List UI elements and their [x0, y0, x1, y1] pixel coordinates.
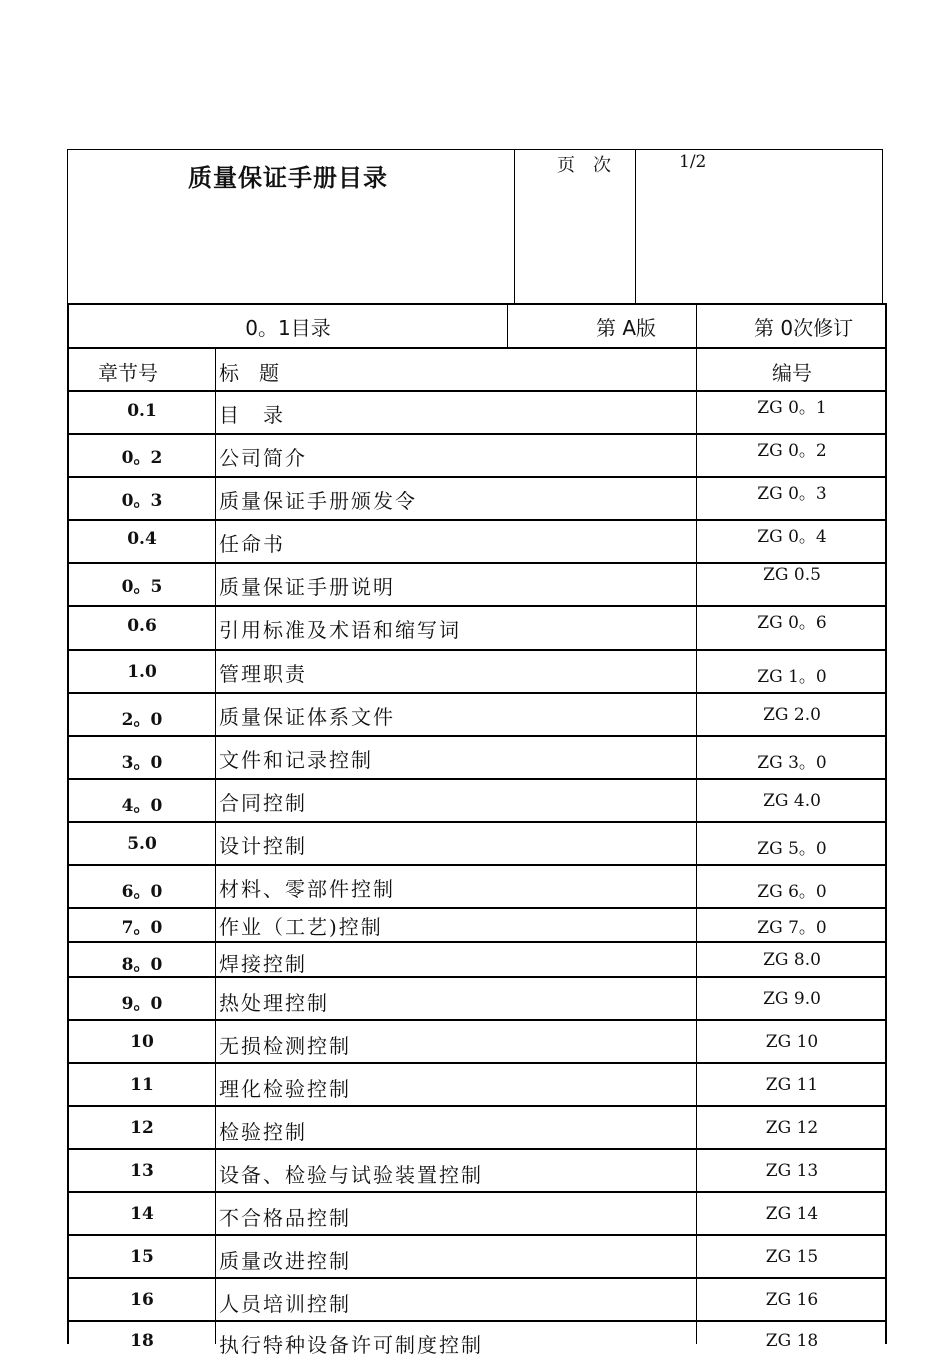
chapter-title: 执行特种设备许可制度控制 — [219, 1333, 483, 1357]
chapter-number: 0。2 — [121, 448, 163, 468]
chapter-number: 15 — [130, 1247, 154, 1267]
chapter-number: 13 — [130, 1161, 154, 1181]
row-border — [67, 778, 887, 780]
chapter-title: 质量保证手册颁发令 — [219, 489, 417, 513]
chapter-title: 管理职责 — [219, 662, 307, 686]
column-header-title: 标 题 — [219, 361, 279, 385]
document-code: ZG 5。0 — [757, 839, 827, 859]
document-code: ZG 4.0 — [763, 791, 821, 811]
header-top-border — [67, 149, 883, 150]
row-border — [67, 433, 887, 435]
row-border — [67, 1320, 887, 1322]
row-border — [67, 519, 887, 521]
chapter-number: 18 — [130, 1331, 154, 1351]
chapter-number: 5.0 — [127, 834, 157, 854]
document-code: ZG 6。0 — [757, 882, 827, 902]
chapter-number: 11 — [130, 1075, 154, 1095]
chapter-number: 9。0 — [121, 994, 163, 1014]
chapter-number: 6。0 — [121, 882, 163, 902]
chapter-title: 设备、检验与试验装置控制 — [219, 1163, 483, 1187]
row-border — [67, 1191, 887, 1193]
chapter-number: 2。0 — [121, 710, 163, 730]
chapter-number: 7。0 — [121, 918, 163, 938]
row-border — [67, 649, 887, 651]
chapter-title: 无损检测控制 — [219, 1034, 351, 1058]
chapter-title: 设计控制 — [219, 834, 307, 858]
chapter-number: 12 — [130, 1118, 154, 1138]
row-border — [67, 907, 887, 909]
section-label: 0。1目录 — [245, 316, 331, 340]
document-code: ZG 2.0 — [763, 705, 821, 725]
document-code: ZG 16 — [765, 1290, 819, 1310]
chapter-number: 10 — [130, 1032, 154, 1052]
chapter-title: 人员培训控制 — [219, 1292, 351, 1316]
row-border — [67, 562, 887, 564]
document-code: ZG 0。4 — [757, 527, 827, 547]
header-right-border — [882, 149, 883, 304]
document-code: ZG 0。3 — [757, 484, 827, 504]
chapter-title: 质量保证体系文件 — [219, 705, 395, 729]
chapter-title: 目 录 — [219, 403, 285, 427]
chapter-number: 8。0 — [121, 955, 163, 975]
chapter-number: 0。3 — [121, 491, 163, 511]
document-code: ZG 1。0 — [757, 667, 827, 687]
row-border — [67, 605, 887, 607]
page-label: 页 次 — [557, 155, 611, 176]
row-border — [67, 1148, 887, 1150]
document-code: ZG 10 — [765, 1032, 819, 1052]
document-code: ZG 13 — [765, 1161, 819, 1181]
chapter-number: 16 — [130, 1290, 154, 1310]
chapter-title: 焊接控制 — [219, 952, 307, 976]
document-code: ZG 0。1 — [757, 398, 827, 418]
chapter-title: 质量保证手册说明 — [219, 575, 395, 599]
chapter-number: 0.6 — [127, 616, 157, 636]
chapter-title: 理化检验控制 — [219, 1077, 351, 1101]
row-border — [67, 941, 887, 943]
chapter-title: 公司简介 — [219, 446, 307, 470]
edition-label: 第 A版 — [596, 316, 657, 340]
document-code: ZG 12 — [765, 1118, 819, 1138]
chapter-number: 4。0 — [121, 796, 163, 816]
row-border — [67, 864, 887, 866]
document-code: ZG 9.0 — [763, 989, 821, 1009]
document-code: ZG 18 — [765, 1331, 819, 1351]
row-border — [67, 1105, 887, 1107]
row-border — [67, 821, 887, 823]
document-code: ZG 7。0 — [757, 918, 827, 938]
chapter-title: 检验控制 — [219, 1120, 307, 1144]
chapter-title: 合同控制 — [219, 791, 307, 815]
chapter-number: 14 — [130, 1204, 154, 1224]
chapter-title: 质量改进控制 — [219, 1249, 351, 1273]
column-header-code: 编号 — [772, 361, 812, 385]
row-border — [67, 735, 887, 737]
chapter-title: 作业（工艺)控制 — [219, 915, 383, 939]
document-title: 质量保证手册目录 — [188, 164, 388, 192]
chapter-number: 1.0 — [127, 662, 157, 682]
document-code: ZG 15 — [765, 1247, 819, 1267]
document-code: ZG 0。2 — [757, 441, 827, 461]
row-border — [67, 1277, 887, 1279]
chapter-title: 不合格品控制 — [219, 1206, 351, 1230]
chapter-title: 任命书 — [219, 532, 285, 556]
column-header-chapter: 章节号 — [98, 361, 158, 385]
row-border — [67, 476, 887, 478]
header-divider-2 — [635, 149, 636, 304]
document-code: ZG 8.0 — [763, 950, 821, 970]
subheader-divider-1 — [507, 303, 508, 348]
chapter-number: 3。0 — [121, 753, 163, 773]
subheader-bottom-border — [67, 347, 887, 349]
revision-label: 第 0次修订 — [754, 316, 854, 340]
row-border — [67, 976, 887, 978]
chapter-number: 0.1 — [127, 401, 157, 421]
document-code: ZG 0。6 — [757, 613, 827, 633]
table-top-border — [67, 303, 887, 305]
document-code: ZG 0.5 — [763, 565, 821, 585]
row-border — [67, 1062, 887, 1064]
chapter-title: 热处理控制 — [219, 991, 329, 1015]
column-header-bottom-border — [67, 390, 887, 392]
header-divider-1 — [514, 149, 515, 304]
document-code: ZG 3。0 — [757, 753, 827, 773]
row-border — [67, 1234, 887, 1236]
chapter-title: 材料、零部件控制 — [219, 877, 395, 901]
row-border — [67, 692, 887, 694]
chapter-number: 0.4 — [127, 529, 157, 549]
document-code: ZG 14 — [765, 1204, 819, 1224]
header-left-border — [67, 149, 68, 304]
page-value: 1/2 — [679, 152, 707, 172]
chapter-title: 文件和记录控制 — [219, 748, 373, 772]
row-border — [67, 1019, 887, 1021]
document-code: ZG 11 — [765, 1075, 819, 1095]
chapter-title: 引用标准及术语和缩写词 — [219, 618, 461, 642]
chapter-number: 0。5 — [121, 577, 163, 597]
